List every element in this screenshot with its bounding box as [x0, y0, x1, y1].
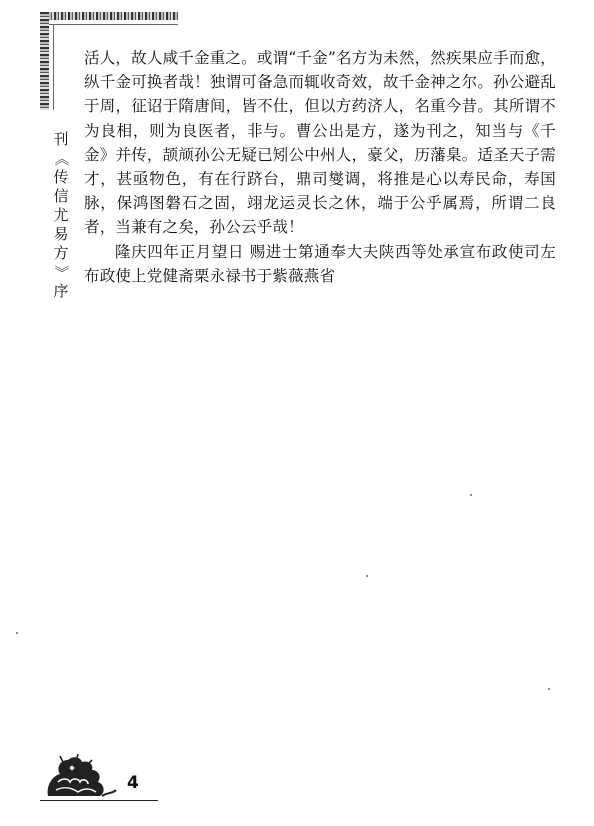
paragraph-main: 活人，故人咸千金重之。或谓“千金”名方为未然，然疾果应手而愈，纵千金可换者哉！独谓可备急而辄收奇效，故千金神之尔。孙公避乱于周，征诏于隋唐间，皆不仕，但以方药济人，名重今昔。其所谓不为良相，则为良医者，非与。曹公出是方，遂为刊之，知当与《千金》并传，颉颃孙公无疑已矧公中州人，豪父，历藩臬。适圣天子需才，甚亟物色，有在行跻台，鼎司燮调，将推是心以寿民命，寿国脉，保鸿图磐石之固，翊龙运灵长之休，端于公乎属焉，所谓二良者，当兼有之矣，孙公云乎哉！ — [84, 49, 556, 237]
running-header-char: 易 — [53, 225, 69, 243]
page-number: 4 — [127, 773, 139, 793]
running-header-char: 序 — [53, 282, 69, 300]
footer-rule — [40, 800, 158, 801]
running-header-char: 传 — [53, 168, 69, 186]
dragon-ornament-icon — [42, 752, 120, 800]
scan-speck — [16, 632, 18, 634]
running-header-char: 刊 — [53, 130, 69, 148]
border-rule-top — [40, 24, 178, 25]
scan-speck — [548, 688, 550, 690]
ornamental-border-left — [40, 12, 49, 110]
running-header-char: 信 — [53, 187, 69, 205]
border-rule-left — [53, 24, 54, 110]
body-text — [84, 46, 556, 288]
running-header — [51, 130, 71, 301]
running-header-char: 》 — [52, 264, 71, 280]
scan-speck — [470, 494, 472, 496]
ornamental-border-top — [40, 12, 178, 20]
running-header-char: 方 — [53, 244, 69, 262]
scan-speck — [366, 575, 368, 577]
paragraph-colophon: 隆庆四年正月望日 赐进士第通奉大夫陕西等处承宣布政使司左布政使上党健斋栗永禄书于紫薇燕省 — [84, 242, 556, 285]
running-header-char: 尤 — [53, 206, 69, 224]
running-header-char: 《 — [52, 150, 71, 166]
